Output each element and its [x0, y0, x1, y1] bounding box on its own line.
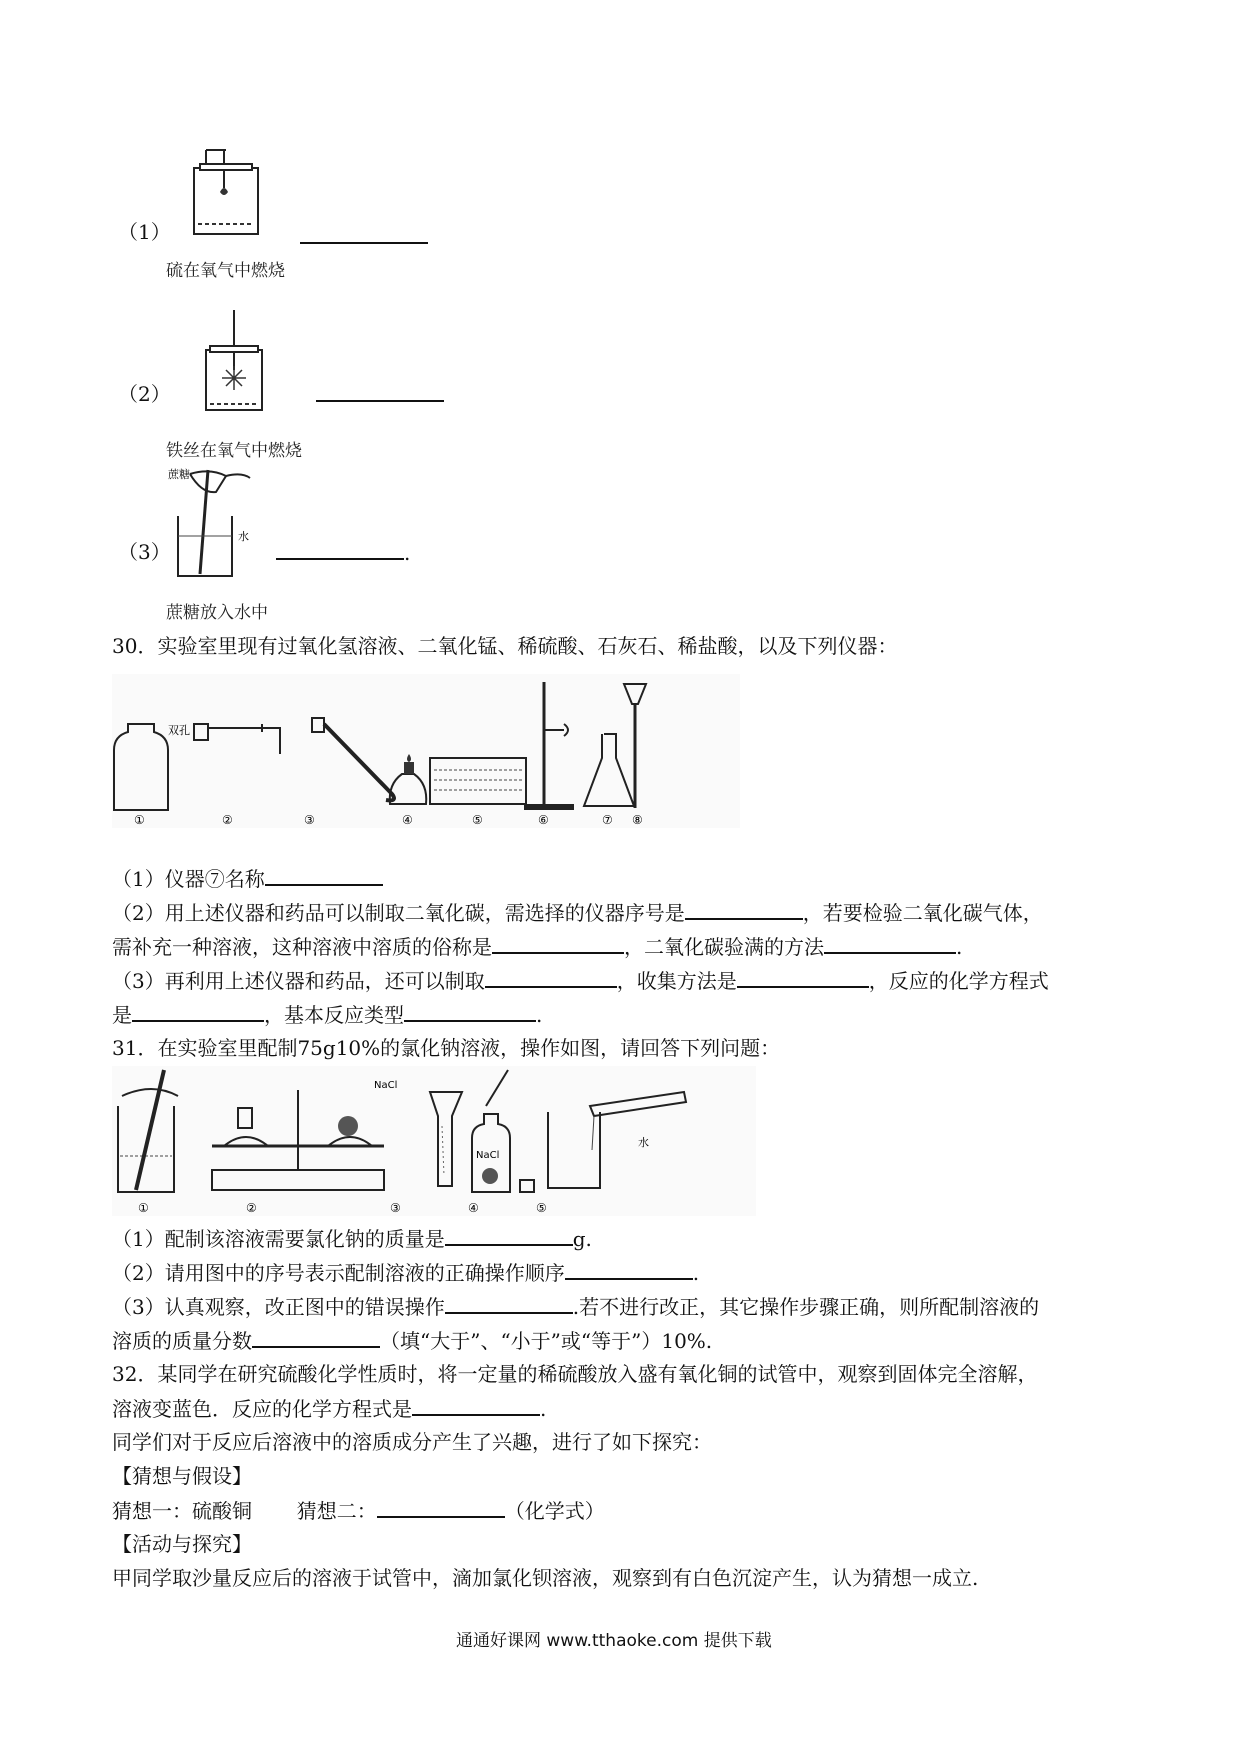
q30-part3-blank-equation[interactable]	[132, 1000, 264, 1022]
q30-part3-line2	[112, 1000, 542, 1029]
q30-part1-blank[interactable]	[265, 864, 383, 886]
q29-item3-answer-blank[interactable]	[276, 538, 404, 560]
q30-part3-period: .	[536, 1003, 543, 1027]
q31-part2-blank[interactable]	[565, 1258, 693, 1280]
q30-part1	[112, 864, 383, 893]
q32-heading-activity: 【活动与探究】	[112, 1532, 252, 1556]
q30-part2-line1	[112, 898, 1043, 927]
q30-stem: 30．实验室里现有过氧化氢溶液、二氧化锰、稀硫酸、石灰石、稀盐酸，以及下列仪器：	[112, 634, 898, 658]
q29-item1-caption: 硫在氧气中燃烧	[166, 261, 285, 281]
q31-part3-blank-fraction[interactable]	[252, 1326, 380, 1348]
two-hole-stopper-label: 双孔	[168, 724, 190, 737]
q29-item3-number: （3）	[118, 540, 171, 564]
q31-part3-line1	[112, 1292, 1039, 1321]
q31-part1	[112, 1224, 592, 1253]
q32-line4: 甲同学取沙量反应后的溶液于试管中，滴加氯化钡溶液，观察到有白色沉淀产生，认为猜想一成立.	[112, 1566, 979, 1590]
q29-figure-iron-wire-burning	[196, 310, 272, 414]
q32-line2-text: 溶液变蓝色．反应的化学方程式是	[112, 1397, 412, 1421]
q32-guess2-blank[interactable]	[377, 1496, 505, 1518]
q31-marker-2: ②	[246, 1201, 257, 1215]
q30-part3-text-e: ，基本反应类型	[264, 1003, 404, 1027]
q31-part1-text: （1）配制该溶液需要氯化钠的质量是	[112, 1227, 445, 1251]
q32-equation-blank[interactable]	[412, 1394, 540, 1416]
nacl-label-balance: NaCl	[374, 1080, 398, 1091]
page-footer: 通通好课网 www.tthaoke.com 提供下载	[456, 1631, 772, 1651]
q32-line2-period: .	[540, 1397, 547, 1421]
q30-part3-text-a: （3）再利用上述仪器和药品，还可以制取	[112, 969, 485, 993]
q31-part3-text-a: （3）认真观察，改正图中的错误操作	[112, 1295, 445, 1319]
q30-marker-1: ①	[134, 813, 145, 827]
q31-part1-unit: g.	[572, 1227, 592, 1251]
q31-water-label: 水	[638, 1136, 649, 1149]
q31-marker-5: ⑤	[536, 1201, 547, 1215]
q32-heading-hypothesis: 【猜想与假设】	[112, 1464, 252, 1488]
q30-marker-2: ②	[222, 813, 233, 827]
q31-part3-text-c: 溶质的质量分数	[112, 1329, 252, 1353]
q29-item2-caption: 铁丝在氧气中燃烧	[166, 441, 302, 461]
q32-guess1: 猜想一：硫酸铜	[112, 1499, 252, 1523]
q30-part2-blank-apparatus[interactable]	[685, 898, 803, 920]
q32-line2	[112, 1394, 546, 1423]
q30-part3-blank-collection[interactable]	[737, 966, 869, 988]
q30-part3-line1	[112, 966, 1049, 995]
q31-part3-text-b: .若不进行改正，其它操作步骤正确，则所配制溶液的	[572, 1295, 1040, 1319]
q29-item3-period: .	[404, 541, 411, 565]
q31-stem: 31．在实验室里配制75g10%的氯化钠溶液，操作如图，请回答下列问题：	[112, 1036, 781, 1060]
q30-part2-blank-method[interactable]	[824, 932, 956, 954]
q30-part3-text-c: ，反应的化学方程式	[868, 969, 1049, 993]
q30-part1-text: （1）仪器⑦名称	[112, 867, 265, 891]
q30-part2-text-d: ，二氧化碳验满的方法	[624, 935, 824, 959]
q32-guesses	[112, 1496, 605, 1525]
q31-marker-3: ③	[390, 1201, 401, 1215]
q32-guess2-note: （化学式）	[504, 1499, 605, 1523]
q29-item3-caption: 蔗糖放入水中	[166, 603, 268, 623]
q30-part3-text-b: ，收集方法是	[616, 969, 737, 993]
q32-guess2-label: 猜想二：	[296, 1499, 377, 1523]
q30-part3-blank-gas[interactable]	[485, 966, 617, 988]
q29-item1-answer-blank[interactable]	[300, 222, 428, 244]
q30-part3-blank-reaction-type[interactable]	[404, 1000, 536, 1022]
q30-part2-text-b: ，若要检验二氧化碳气体，	[802, 901, 1043, 925]
water-label: 水	[238, 530, 249, 543]
q30-marker-6: ⑥	[538, 813, 549, 827]
q30-part2-period: .	[956, 935, 963, 959]
q31-part3-blank-correction[interactable]	[445, 1292, 573, 1314]
q30-part2-text-c: 需补充一种溶液，这种溶液中溶质的俗称是	[112, 935, 492, 959]
q31-part2-text: （2）请用图中的序号表示配制溶液的正确操作顺序	[112, 1261, 565, 1285]
q30-part3-text-d: 是	[112, 1003, 132, 1027]
sugar-label: 蔗糖	[168, 468, 190, 481]
q31-part3-line2	[112, 1326, 712, 1355]
q31-marker-1: ①	[138, 1201, 149, 1215]
q30-marker-8: ⑧	[632, 813, 643, 827]
q29-item3-answer	[276, 538, 410, 567]
q32-line3: 同学们对于反应后溶液中的溶质成分产生了兴趣，进行了如下探究：	[112, 1430, 712, 1454]
q30-marker-5: ⑤	[472, 813, 483, 827]
q30-part2-line2	[112, 932, 962, 961]
q31-operations-figure	[112, 1066, 756, 1216]
nacl-label-bottle: NaCl	[476, 1150, 500, 1161]
q31-part3-text-d: （填“大于”、“小于”或“等于”）10%.	[380, 1329, 713, 1353]
q30-part2-blank-solute[interactable]	[492, 932, 624, 954]
q31-part2-period: .	[692, 1261, 700, 1285]
q29-figure-sugar-in-water	[168, 466, 268, 578]
q31-marker-4: ④	[468, 1201, 479, 1215]
q29-figure-sulfur-burning	[186, 148, 274, 240]
q31-part2	[112, 1258, 699, 1287]
q29-item1-number: （1）	[118, 220, 171, 244]
q30-marker-3: ③	[304, 813, 315, 827]
q29-item2-answer-blank[interactable]	[316, 380, 444, 402]
q30-apparatus-figure	[112, 674, 740, 828]
q32-line1: 32．某同学在研究硫酸化学性质时，将一定量的稀硫酸放入盛有氧化铜的试管中，观察到固体完全溶解，	[112, 1362, 1038, 1386]
q29-item2-number: （2）	[118, 382, 171, 406]
q30-part2-text-a: （2）用上述仪器和药品可以制取二氧化碳，需选择的仪器序号是	[112, 901, 685, 925]
q31-part1-blank[interactable]	[445, 1224, 573, 1246]
q30-marker-7: ⑦	[602, 813, 613, 827]
q30-marker-4: ④	[402, 813, 413, 827]
